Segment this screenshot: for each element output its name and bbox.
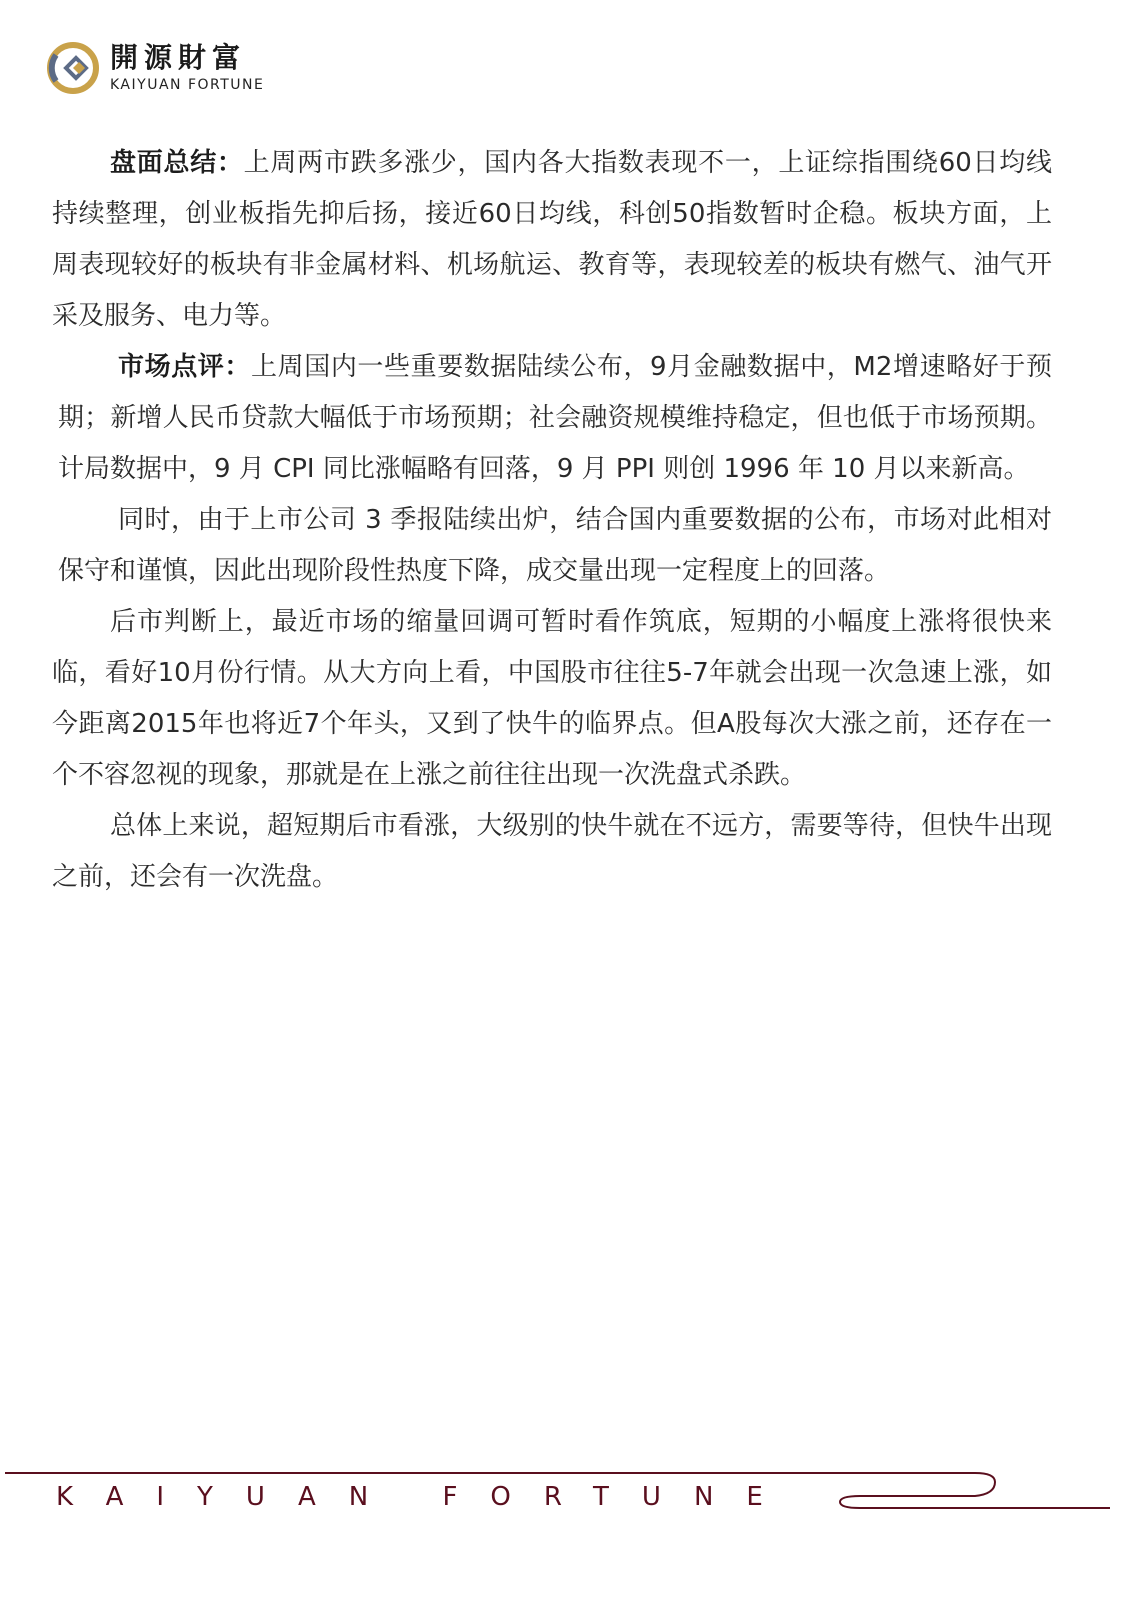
summary-text: 上周两市跌多涨少，国内各大指数表现不一，上证综指围绕60日均线持续整理，创业板指先抑后扬，接近60日均线，科创50指数暂时企稳。板块方面，上周表现较好的板块有非金属材料、机场航运、教育等，表现较差的板块有燃气、油气开采及服务、电力等。 — [52, 148, 1052, 331]
brand-block — [110, 42, 264, 94]
paragraph-quarterly-reports: 同时，由于上市公司 3 季报陆续出炉，结合国内重要数据的公布，市场对此相对保守和谨慎，因此出现阶段性热度下降，成交量出现一定程度上的回落。 — [58, 505, 1052, 586]
article-body — [52, 138, 1052, 903]
market-review-heading: 市场点评： — [118, 352, 252, 382]
brand-name-cn: 開源財富 — [110, 41, 247, 74]
kaiyuan-logo-icon — [46, 41, 100, 95]
paragraph-conclusion: 总体上来说，超短期后市看涨，大级别的快牛就在不远方，需要等待，但快牛出现之前，还会有一次洗盘。 — [52, 811, 1052, 892]
brand-name-en: KAIYUAN FORTUNE — [110, 77, 265, 93]
paragraph-market-review — [52, 342, 1052, 495]
footer-brand-text: KAIYUAN FORTUNE — [56, 1482, 796, 1512]
page-header — [46, 38, 264, 98]
market-review-text: 上周国内一些重要数据陆续公布，9月金融数据中，M2增速略好于预期；新增人民币贷款大幅低于市场预期；社会融资规模维持稳定，但也低于市场预期。计局数据中，9 月 CPI 同比涨幅略有回落，9 月 PPI 则创 1996 年 10 月以来新高。 — [58, 352, 1052, 484]
paragraph-summary — [52, 138, 1052, 342]
summary-heading: 盘面总结： — [110, 148, 244, 178]
paragraph-outlook: 后市判断上，最近市场的缩量回调可暂时看作筑底，短期的小幅度上涨将很快来临，看好10月份行情。从大方向上看，中国股市往往5-7年就会出现一次急速上涨，如今距离2015年也将近7个年头，又到了快牛的临界点。但A股每次大涨之前，还存在一个不容忽视的现象，那就是在上涨之前往往出现一次洗盘式杀跌。 — [52, 607, 1052, 790]
